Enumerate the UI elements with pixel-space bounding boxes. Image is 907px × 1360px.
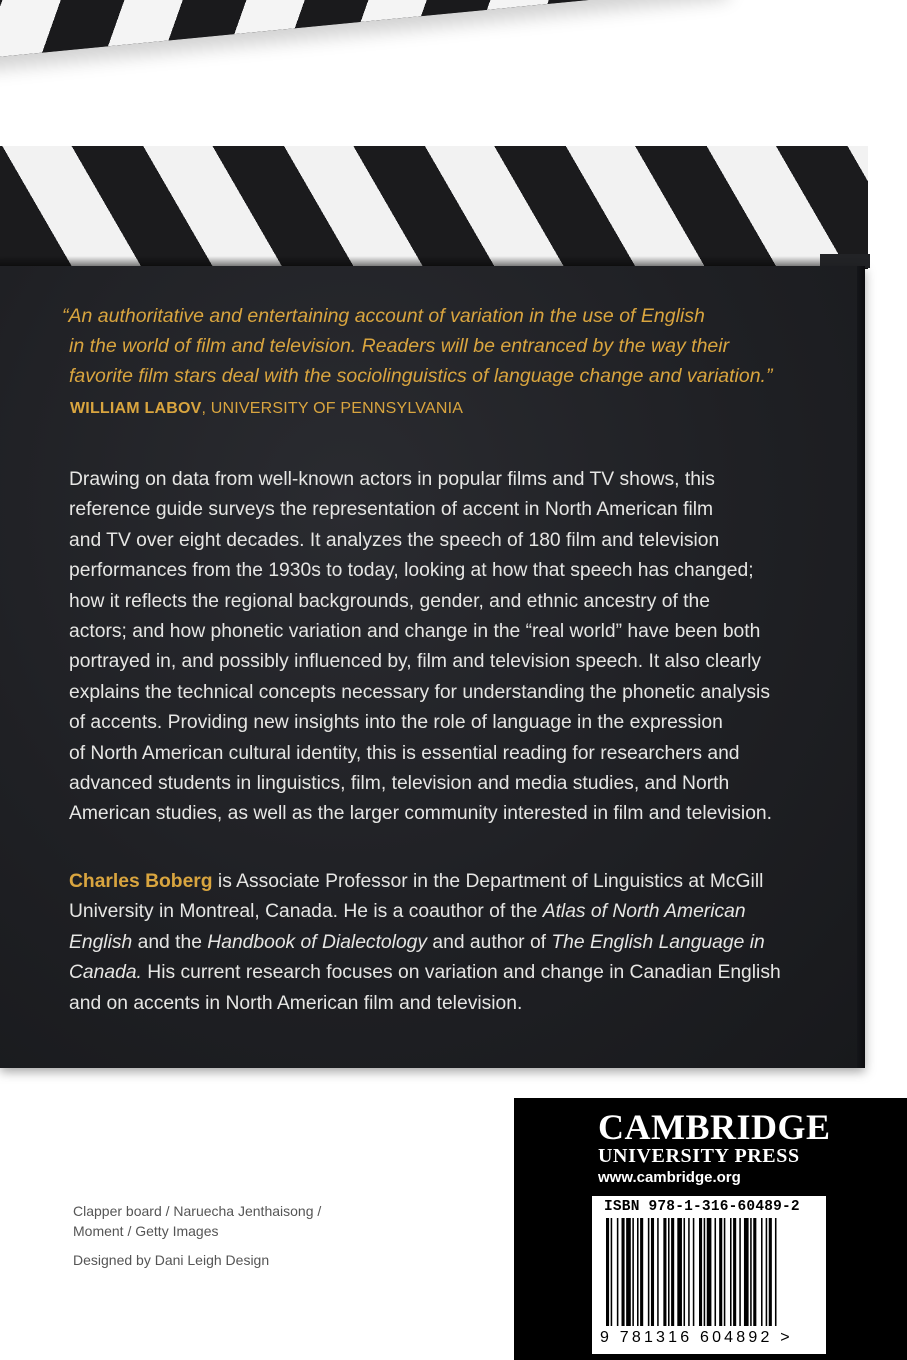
ean-number: 9 781316 604892 > [600,1329,793,1346]
clapper-striped-bar [0,146,868,269]
description-line: how it reflects the regional backgrounds, gender, and ethnic ancestry of the [69,590,710,612]
publisher-url: www.cambridge.org [598,1169,741,1186]
photo-credit-line: Clapper board / Naruecha Jenthaisong / [73,1203,322,1219]
photo-credit-line: Moment / Getty Images [73,1223,219,1239]
barcode-bar [651,1218,654,1326]
description-line: and TV over eight decades. It analyzes the speech of 180 film and television [69,529,720,551]
bio-line [69,867,839,897]
book-title: The English Language in [551,931,765,953]
barcode-bar [684,1218,686,1326]
clapper-bar-stripes [0,146,868,266]
endorsement-quote [62,301,822,391]
description-line: American studies, as well as the larger community interested in film and television. [69,803,773,825]
barcode-bar [648,1218,650,1326]
barcode-bar [688,1218,690,1326]
book-title: Handbook of Dialectology [207,931,428,953]
barcode-bar [750,1218,752,1326]
barcode-bar [626,1218,631,1326]
bio-line: and on accents in North American film and television. [69,992,523,1014]
barcode-bar [657,1218,659,1326]
barcode-bar [617,1218,619,1326]
barcode-bar [671,1218,674,1326]
barcode-bar [663,1218,666,1326]
description-line: portrayed in, and possibly influenced by, film and television speech. It also clearly [69,651,761,673]
description-line: advanced students in linguistics, film, television and media studies, and North [69,773,730,795]
barcode-bar [640,1218,643,1326]
description-line: explains the technical concepts necessary for understanding the phonetic analysis [69,681,770,703]
barcode-bar [739,1218,741,1326]
barcode-bar [611,1218,613,1326]
barcode-bar [724,1218,726,1326]
bio-text: is Associate Professor in the Department of Linguistics at McGill [212,871,764,892]
quote-author: WILLIAM LABOV [70,400,202,417]
description-line: performances from the 1930s to today, looking at how that speech has changed; [69,560,754,582]
barcode-bar [693,1218,695,1326]
clapper-arm-stripes [0,0,728,59]
clapper-arm-top [0,0,728,59]
quote-line: favorite film stars deal with the sociolinguistics of language change and variation.” [69,365,773,387]
barcode-panel [592,1196,826,1354]
description-line: actors; and how phonetic variation and change in the “real world” have been both [69,621,761,643]
barcode-bar [668,1218,670,1326]
quote-affiliation: , UNIVERSITY OF PENNSYLVANIA [201,400,464,417]
barcode-bar [744,1218,749,1326]
barcode-bar [622,1218,625,1326]
barcode-bar [769,1218,772,1326]
publisher-press: UNIVERSITY PRESS [598,1145,800,1167]
book-title: Canada. [69,962,142,984]
barcode-bar [719,1218,722,1326]
author-name: Charles Boberg [69,871,213,892]
book-title: English [69,931,133,953]
publisher-box [514,1098,907,1360]
bio-text: and author of [427,931,552,953]
description-line: of North American cultural identity, this is essential reading for researchers and [69,742,740,764]
publisher-name: CAMBRIDGE [598,1107,831,1147]
barcode-bar [775,1218,777,1326]
barcode-bar [699,1218,702,1326]
design-credit: Designed by Dani Leigh Design [73,1252,270,1268]
book-title: Atlas of North American [542,901,746,923]
barcode-bar [632,1218,634,1326]
cover-credits [73,1201,373,1270]
bio-line [69,958,839,988]
bio-line [69,897,839,927]
clapper-bar-shade [0,256,868,266]
description-line: of accents. Providing new insights into the role of language in the expression [69,712,723,734]
barcode-bar [766,1218,768,1326]
barcode-bar [761,1218,763,1326]
barcode-bar [704,1218,706,1326]
barcode-bar [707,1218,712,1326]
bio-text: His current research focuses on variation and change in Canadian English [141,962,781,984]
description-line: reference guide surveys the representation of accent in North American film [69,499,714,521]
book-description [69,465,839,830]
barcode-bar [715,1218,717,1326]
barcode-bar [730,1218,732,1326]
bio-text: and the [132,931,208,953]
author-bio [69,867,839,1019]
description-line: Drawing on data from well-known actors in popular films and TV shows, this [69,469,715,490]
barcode-bar [733,1218,736,1326]
bio-text: University in Montreal, Canada. He is a coauthor of the [69,901,543,923]
bio-line [69,928,839,958]
quote-attribution [70,400,770,418]
barcode-bar [637,1218,639,1326]
barcode-bar [753,1218,756,1326]
isbn-label: ISBN 978-1-316-60489-2 [604,1199,800,1215]
barcode-icon [600,1218,818,1326]
quote-line: in the world of film and television. Readers will be entranced by the way their [69,335,730,357]
quote-line: “An authoritative and entertaining account of variation in the use of English [62,305,705,327]
barcode-bar [677,1218,682,1326]
barcode-bar [606,1218,609,1326]
